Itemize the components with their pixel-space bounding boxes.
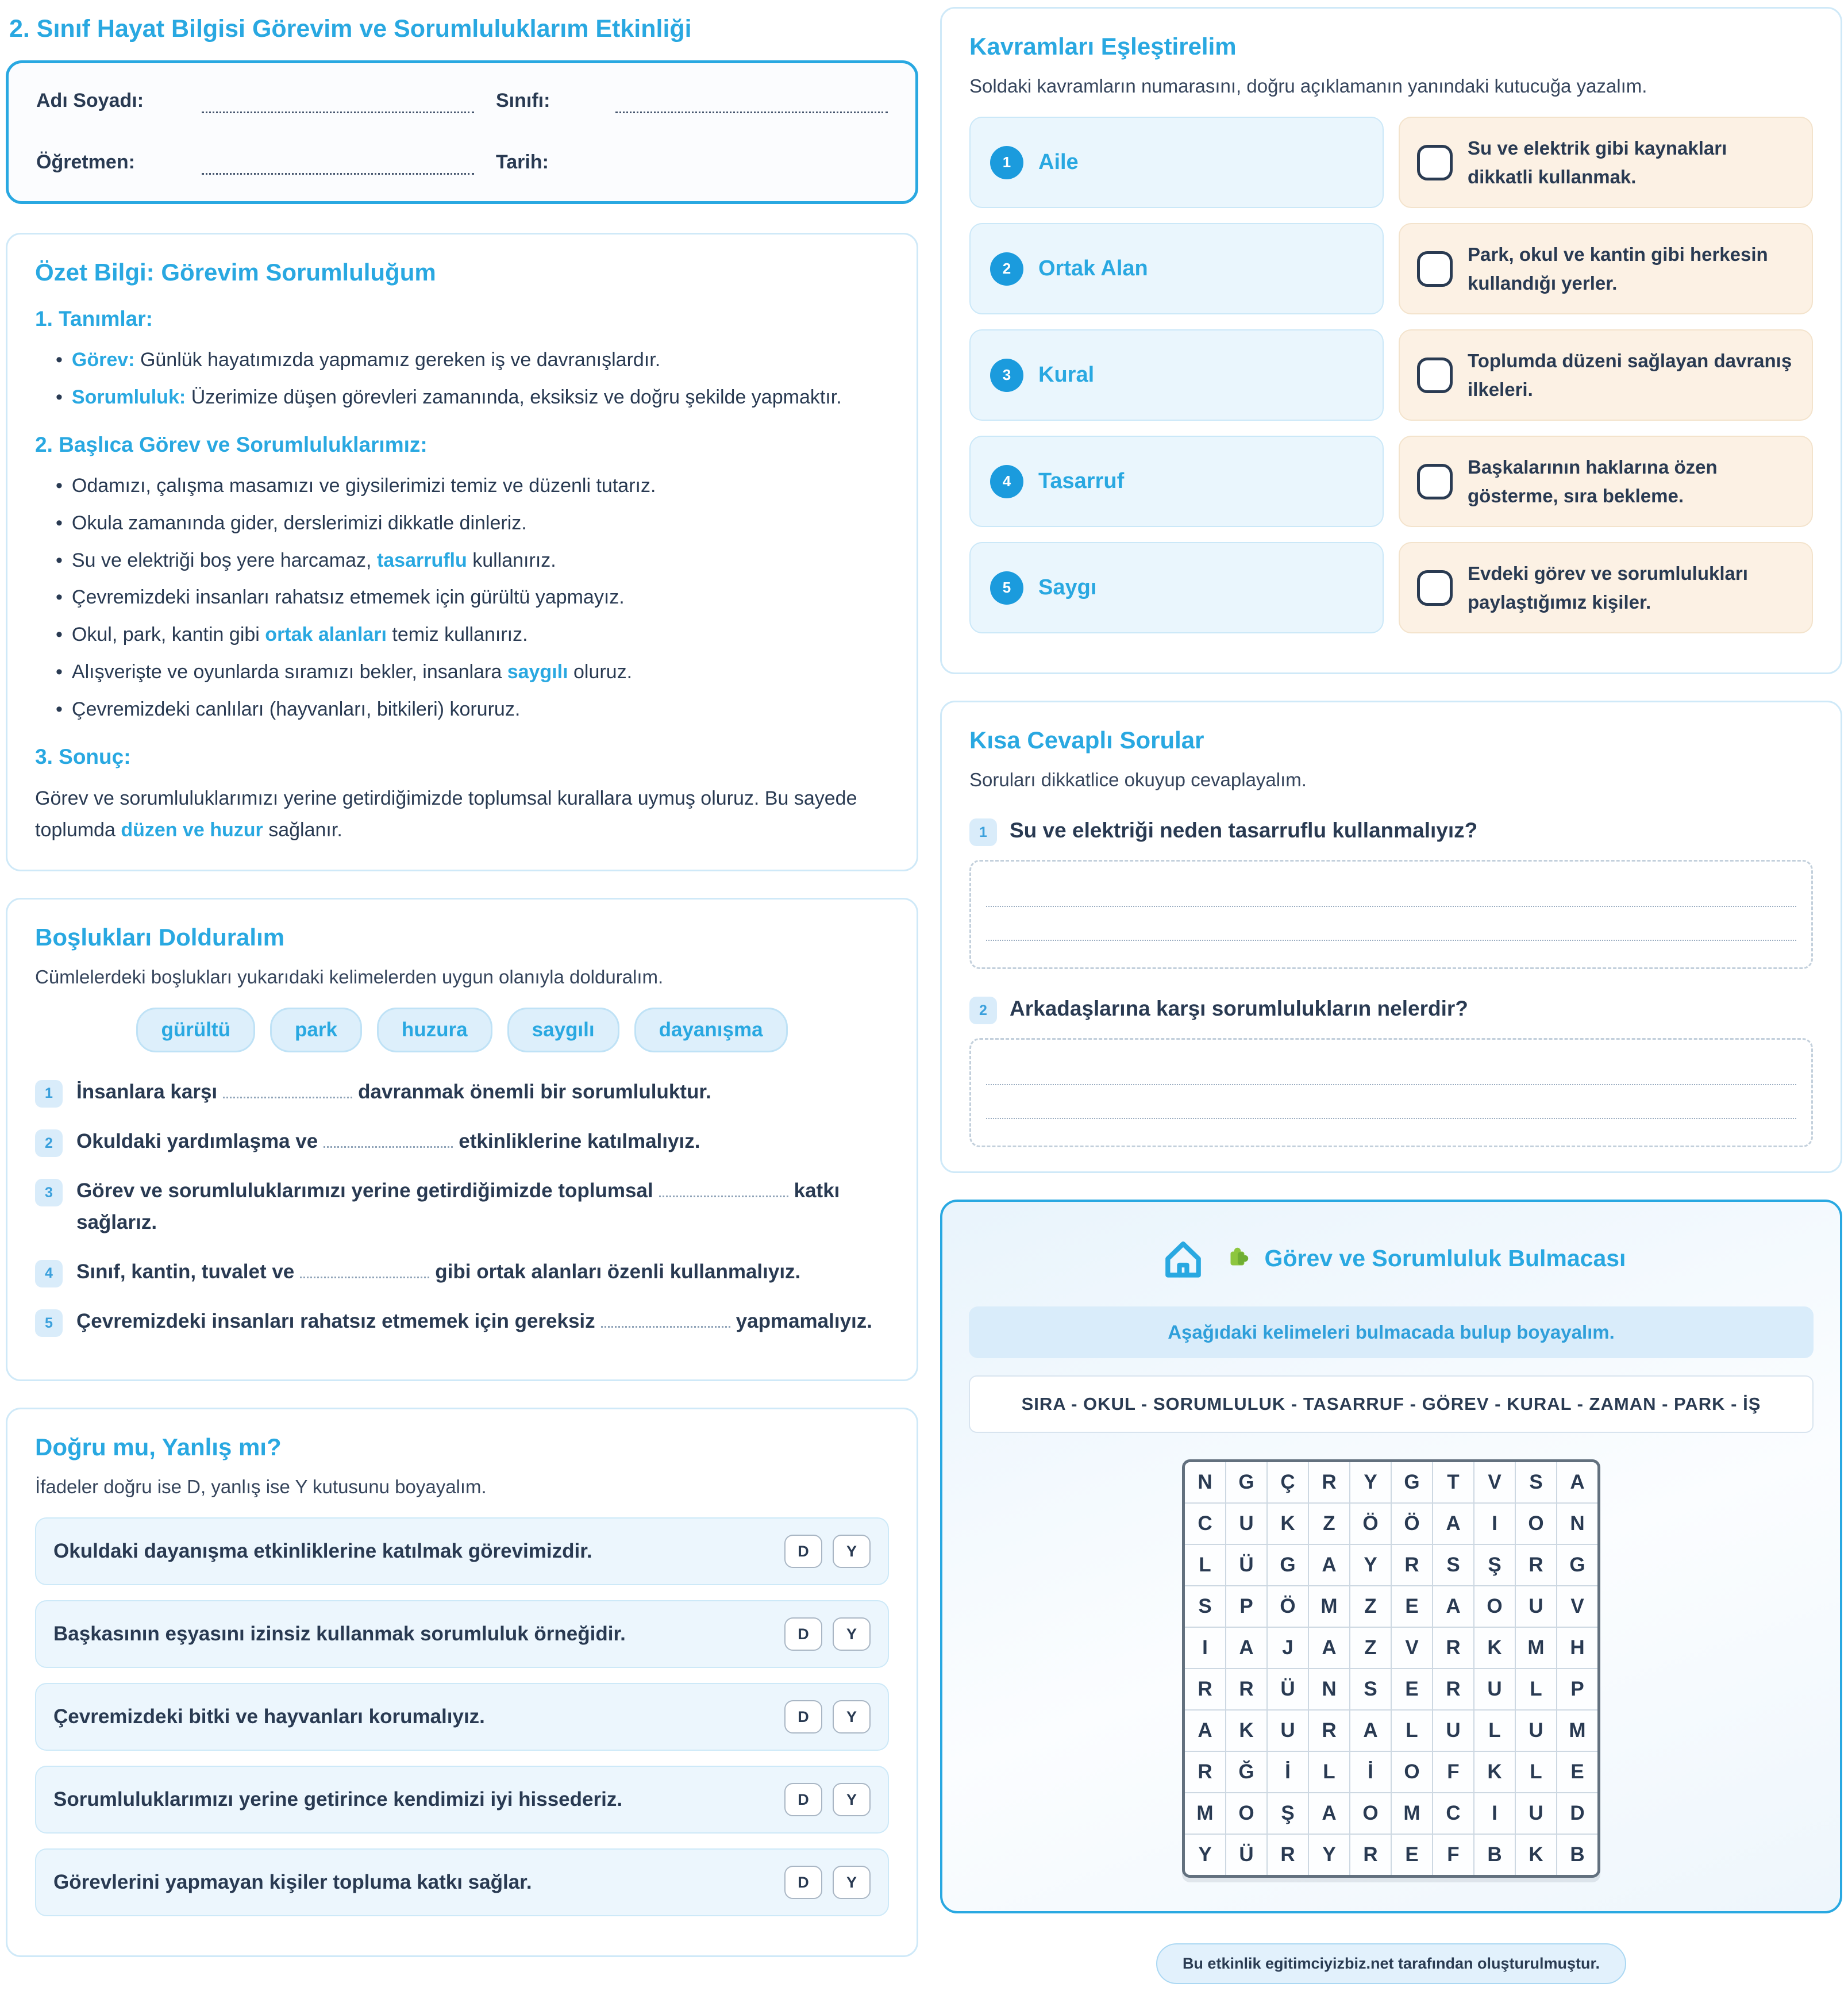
fill-item: 1 İnsanlara karşı davranmak önemli bir sorumluluktur. — [35, 1077, 889, 1108]
puzzle-cell[interactable]: E — [1557, 1752, 1597, 1792]
puzzle-cell[interactable]: K — [1226, 1711, 1266, 1751]
puzzle-cell[interactable]: K — [1474, 1752, 1515, 1792]
puzzle-grid — [1182, 1459, 1600, 1878]
duty-item: • Okula zamanında gider, derslerimizi dikkatle dinleriz. — [56, 508, 889, 539]
duty-item: • Su ve elektriği boş yere harcamaz, tasarruflu kullanırız. — [56, 545, 889, 576]
puzzle-cell[interactable]: B — [1557, 1835, 1597, 1875]
puzzle-cell[interactable]: O — [1350, 1793, 1391, 1834]
fill-blanks-title: Boşlukları Dolduralım — [35, 923, 285, 951]
puzzle-cell[interactable]: Y — [1350, 1462, 1391, 1502]
match-checkbox[interactable] — [1417, 464, 1453, 499]
puzzle-cell[interactable]: U — [1516, 1793, 1556, 1834]
puzzle-cell[interactable]: K — [1474, 1628, 1515, 1668]
puzzle-cell[interactable]: R — [1516, 1545, 1556, 1585]
name-label: Adı Soyadı: — [36, 90, 144, 112]
y-button[interactable]: Y — [833, 1866, 871, 1899]
answer-box[interactable] — [969, 860, 1813, 969]
concept-card: 1 Aile — [969, 117, 1384, 208]
match-checkbox[interactable] — [1417, 251, 1453, 287]
house-icon — [1157, 1232, 1210, 1285]
puzzle-cell[interactable]: İ — [1268, 1752, 1308, 1792]
puzzle-cell[interactable]: A — [1557, 1462, 1597, 1502]
puzzle-cell[interactable]: R — [1185, 1752, 1225, 1792]
concept-card: 4 Tasarruf — [969, 436, 1384, 527]
word-chip: huzura — [377, 1008, 492, 1052]
y-button[interactable]: Y — [833, 1700, 871, 1734]
puzzle-cell[interactable]: K — [1516, 1835, 1556, 1875]
duty-item: • Odamızı, çalışma masamızı ve giysilerimizi temiz ve düzenli tutarız. — [56, 471, 889, 501]
date-label: Tarih: — [496, 151, 549, 173]
true-false-title: Doğru mu, Yanlış mı? — [35, 1433, 282, 1461]
match-checkbox[interactable] — [1417, 145, 1453, 180]
conclusion-heading: 3. Sonuç: — [35, 745, 131, 769]
fill-item: 2 Okuldaki yardımlaşma ve etkinliklerine katılmalıyız. — [35, 1126, 889, 1157]
y-button[interactable]: Y — [833, 1617, 871, 1651]
d-button[interactable]: D — [784, 1535, 822, 1568]
puzzle-cell[interactable]: Ş — [1474, 1545, 1515, 1585]
puzzle-cell[interactable]: N — [1309, 1669, 1349, 1709]
puzzle-cell[interactable]: H — [1557, 1628, 1597, 1668]
definitions-heading: 1. Tanımlar: — [35, 307, 153, 330]
question: 1 Su ve elektriği neden tasarruflu kullanmalıyız? — [969, 815, 1813, 846]
right-column — [940, 7, 1842, 1984]
puzzle-cell[interactable]: İ — [1350, 1752, 1391, 1792]
name-input-line[interactable] — [202, 107, 474, 113]
puzzle-cell[interactable]: F — [1433, 1752, 1473, 1792]
puzzle-piece-icon — [1223, 1244, 1251, 1272]
puzzle-cell[interactable]: Y — [1185, 1835, 1225, 1875]
d-button[interactable]: D — [784, 1617, 822, 1651]
tf-row: Okuldaki dayanışma etkinliklerine katılmak görevimizdir. D Y — [35, 1517, 889, 1585]
puzzle-title: Görev ve Sorumluluk Bulmacası — [1264, 1244, 1626, 1271]
fill-blanks-panel — [6, 898, 918, 1382]
match-checkbox[interactable] — [1417, 570, 1453, 606]
puzzle-cell[interactable]: N — [1185, 1462, 1225, 1502]
blank-line[interactable] — [324, 1131, 453, 1148]
matching-title: Kavramları Eşleştirelim — [969, 33, 1237, 60]
word-chip: saygılı — [507, 1008, 619, 1052]
match-row — [969, 223, 1813, 314]
puzzle-grid-wrap — [969, 1459, 1814, 1878]
duties-list — [35, 471, 889, 724]
puzzle-cell[interactable]: Ü — [1226, 1835, 1266, 1875]
puzzle-cell[interactable]: B — [1474, 1835, 1515, 1875]
puzzle-cell[interactable]: A — [1226, 1628, 1266, 1668]
short-answer-panel — [940, 701, 1842, 1173]
puzzle-cell[interactable]: Ğ — [1226, 1752, 1266, 1792]
puzzle-cell[interactable]: E — [1392, 1586, 1432, 1627]
puzzle-cell[interactable]: Y — [1309, 1835, 1349, 1875]
puzzle-cell[interactable]: A — [1350, 1711, 1391, 1751]
puzzle-cell[interactable]: L — [1474, 1711, 1515, 1751]
match-row — [969, 542, 1813, 633]
puzzle-cell[interactable]: U — [1516, 1711, 1556, 1751]
puzzle-cell[interactable]: R — [1309, 1711, 1349, 1751]
question-number-badge: 2 — [969, 997, 997, 1024]
answer-line — [986, 940, 1796, 941]
puzzle-cell[interactable]: R — [1268, 1835, 1308, 1875]
puzzle-cell[interactable]: I — [1185, 1628, 1225, 1668]
puzzle-cell[interactable]: V — [1474, 1462, 1515, 1502]
blank-line[interactable] — [659, 1181, 788, 1198]
word-bank — [35, 1008, 889, 1052]
match-checkbox[interactable] — [1417, 358, 1453, 393]
puzzle-cell[interactable]: U — [1474, 1669, 1515, 1709]
puzzle-cell[interactable]: A — [1185, 1711, 1225, 1751]
answer-line — [986, 1084, 1796, 1085]
page-title: 2. Sınıf Hayat Bilgisi Görevim ve Sorumluluklarım Etkinliği — [9, 15, 692, 43]
matching-panel — [940, 7, 1842, 674]
tf-row: Görevlerini yapmayan kişiler topluma katkı sağlar. D Y — [35, 1848, 889, 1916]
puzzle-cell[interactable]: Z — [1350, 1586, 1391, 1627]
fill-item: 3 Görev ve sorumluluklarımızı yerine getirdiğimizde toplumsal katkı sağlarız. — [35, 1175, 889, 1238]
puzzle-cell[interactable]: Ö — [1392, 1504, 1432, 1544]
puzzle-cell[interactable]: O — [1516, 1504, 1556, 1544]
match-row — [969, 436, 1813, 527]
summary-title: Özet Bilgi: Görevim Sorumluluğum — [35, 259, 436, 286]
left-column — [6, 7, 918, 1984]
duty-item: • Çevremizdeki canlıları (hayvanları, bitkileri) koruruz. — [56, 694, 889, 725]
duty-item: • Çevremizdeki insanları rahatsız etmemek için gürültü yapmayız. — [56, 582, 889, 613]
item-number-badge: 4 — [35, 1260, 63, 1287]
answer-box[interactable] — [969, 1038, 1813, 1147]
tf-row: Sorumluluklarımızı yerine getirince kendimizi iyi hissederiz. D Y — [35, 1766, 889, 1834]
word-chip: dayanışma — [634, 1008, 788, 1052]
puzzle-cell[interactable]: P — [1557, 1669, 1597, 1709]
puzzle-cell[interactable]: U — [1226, 1504, 1266, 1544]
duty-item: • Alışverişte ve oyunlarda sıramızı bekler, insanlara saygılı oluruz. — [56, 657, 889, 687]
conclusion-text: Görev ve sorumluluklarımızı yerine getirdiğimizde toplumsal kurallara uymuş oluruz. Bu sayede toplumda düzen ve huzur sağlanır. — [35, 787, 857, 841]
puzzle-cell[interactable]: C — [1433, 1793, 1473, 1834]
answer-line — [986, 906, 1796, 907]
blank-line[interactable] — [601, 1310, 730, 1328]
puzzle-cell[interactable]: Y — [1350, 1545, 1391, 1585]
concept-card: 3 Kural — [969, 329, 1384, 421]
class-label: Sınıfı: — [496, 90, 550, 112]
puzzle-cell[interactable]: P — [1226, 1586, 1266, 1627]
student-info-form — [6, 60, 918, 204]
item-number-badge: 2 — [35, 1129, 63, 1157]
puzzle-cell[interactable]: K — [1268, 1504, 1308, 1544]
d-button[interactable]: D — [784, 1866, 822, 1899]
description-card: Su ve elektrik gibi kaynakları dikkatli kullanmak. — [1399, 117, 1813, 208]
puzzle-cell[interactable]: L — [1516, 1669, 1556, 1709]
match-row — [969, 329, 1813, 421]
class-input-line[interactable] — [615, 107, 888, 113]
fill-item: 5 Çevremizdeki insanları rahatsız etmemek için gereksiz yapmamalıyız. — [35, 1306, 889, 1337]
concept-number: 2 — [990, 252, 1023, 286]
d-button[interactable]: D — [784, 1700, 822, 1734]
puzzle-cell[interactable]: M — [1392, 1793, 1432, 1834]
puzzle-cell[interactable]: Ü — [1226, 1545, 1266, 1585]
puzzle-cell[interactable]: J — [1268, 1628, 1308, 1668]
puzzle-cell[interactable]: S — [1350, 1669, 1391, 1709]
puzzle-cell[interactable]: U — [1516, 1586, 1556, 1627]
puzzle-cell[interactable]: S — [1185, 1586, 1225, 1627]
concept-card: 5 Saygı — [969, 542, 1384, 633]
true-false-subtitle: İfadeler doğru ise D, yanlış ise Y kutusunu boyayalım. — [35, 1476, 487, 1498]
puzzle-cell[interactable]: S — [1516, 1462, 1556, 1502]
short-answer-title: Kısa Cevaplı Sorular — [969, 727, 1204, 754]
word-chip: park — [270, 1008, 362, 1052]
d-button[interactable]: D — [784, 1783, 822, 1816]
puzzle-cell[interactable]: G — [1268, 1545, 1308, 1585]
matching-subtitle: Soldaki kavramların numarasını, doğru açıklamanın yanındaki kutucuğa yazalım. — [969, 75, 1647, 97]
puzzle-cell[interactable]: E — [1392, 1669, 1432, 1709]
tf-row: Çevremizdeki bitki ve hayvanları korumalıyız. D Y — [35, 1683, 889, 1751]
concept-card: 2 Ortak Alan — [969, 223, 1384, 314]
definition-item: • Görev: Günlük hayatımızda yapmamız gereken iş ve davranışlardır. — [56, 345, 889, 375]
puzzle-cell[interactable]: R — [1433, 1669, 1473, 1709]
word-chip: gürültü — [136, 1008, 255, 1052]
definition-item: • Sorumluluk: Üzerimize düşen görevleri zamanında, eksiksiz ve doğru şekilde yapmaktır. — [56, 382, 889, 413]
item-number-badge: 1 — [35, 1080, 63, 1108]
puzzle-cell[interactable]: A — [1433, 1504, 1473, 1544]
date-input-line[interactable] — [615, 169, 888, 175]
puzzle-cell[interactable]: O — [1474, 1586, 1515, 1627]
answer-line — [986, 1118, 1796, 1119]
puzzle-cell[interactable]: Z — [1309, 1504, 1349, 1544]
short-answer-subtitle: Soruları dikkatlice okuyup cevaplayalım. — [969, 769, 1307, 790]
puzzle-word-list: SIRA - OKUL - SORUMLULUK - TASARRUF - GÖREV - KURAL - ZAMAN - PARK - İŞ — [969, 1375, 1814, 1433]
question: 2 Arkadaşlarına karşı sorumlulukların nelerdir? — [969, 993, 1813, 1024]
blank-line[interactable] — [223, 1081, 352, 1098]
puzzle-cell[interactable]: V — [1392, 1628, 1432, 1668]
puzzle-cell[interactable]: U — [1433, 1711, 1473, 1751]
puzzle-cell[interactable]: A — [1309, 1793, 1349, 1834]
y-button[interactable]: Y — [833, 1535, 871, 1568]
summary-panel — [6, 233, 918, 871]
teacher-input-line[interactable] — [202, 169, 474, 175]
puzzle-cell[interactable]: V — [1557, 1586, 1597, 1627]
puzzle-cell[interactable]: Ö — [1268, 1586, 1308, 1627]
concept-number: 4 — [990, 465, 1023, 498]
puzzle-cell[interactable]: M — [1309, 1586, 1349, 1627]
puzzle-cell[interactable]: R — [1226, 1669, 1266, 1709]
duties-heading: 2. Başlıca Görev ve Sorumluluklarımız: — [35, 433, 428, 457]
puzzle-cell[interactable]: O — [1392, 1752, 1432, 1792]
puzzle-header — [969, 1232, 1814, 1285]
puzzle-cell[interactable]: I — [1474, 1793, 1515, 1834]
concept-number: 3 — [990, 359, 1023, 392]
concept-number: 1 — [990, 146, 1023, 179]
word-search-panel — [940, 1200, 1842, 1913]
puzzle-cell[interactable]: A — [1433, 1586, 1473, 1627]
description-card: Park, okul ve kantin gibi herkesin kullandığı yerler. — [1399, 223, 1813, 314]
item-number-badge: 5 — [35, 1309, 63, 1337]
match-row — [969, 117, 1813, 208]
puzzle-cell[interactable]: A — [1309, 1545, 1349, 1585]
footer-credit: Bu etkinlik egitimciyizbiz.net tarafından oluşturulmuştur. — [1156, 1943, 1626, 1984]
puzzle-cell[interactable]: Ö — [1350, 1504, 1391, 1544]
puzzle-cell[interactable]: Z — [1350, 1628, 1391, 1668]
tf-row: Başkasının eşyasını izinsiz kullanmak sorumluluk örneğidir. D Y — [35, 1600, 889, 1668]
puzzle-cell[interactable]: Ü — [1268, 1669, 1308, 1709]
puzzle-cell[interactable]: R — [1350, 1835, 1391, 1875]
fill-item: 4 Sınıf, kantin, tuvalet ve gibi ortak alanları özenli kullanmalıyız. — [35, 1256, 889, 1287]
puzzle-cell[interactable]: R — [1392, 1545, 1432, 1585]
puzzle-cell[interactable]: Ş — [1268, 1793, 1308, 1834]
blank-line[interactable] — [300, 1261, 429, 1278]
puzzle-cell[interactable]: Ç — [1268, 1462, 1308, 1502]
puzzle-cell[interactable]: A — [1309, 1628, 1349, 1668]
puzzle-cell[interactable]: G — [1392, 1462, 1432, 1502]
puzzle-cell[interactable]: L — [1185, 1545, 1225, 1585]
puzzle-instruction: Aşağıdaki kelimeleri bulmacada bulup boyayalım. — [969, 1306, 1814, 1358]
puzzle-cell[interactable]: L — [1516, 1752, 1556, 1792]
puzzle-cell[interactable]: R — [1185, 1669, 1225, 1709]
puzzle-cell[interactable]: C — [1185, 1504, 1225, 1544]
puzzle-cell[interactable]: S — [1433, 1545, 1473, 1585]
puzzle-cell[interactable]: G — [1226, 1462, 1266, 1502]
puzzle-cell[interactable]: D — [1557, 1793, 1597, 1834]
puzzle-cell[interactable]: R — [1309, 1462, 1349, 1502]
teacher-label: Öğretmen: — [36, 151, 135, 173]
puzzle-cell[interactable]: E — [1392, 1835, 1432, 1875]
puzzle-cell[interactable]: O — [1226, 1793, 1266, 1834]
puzzle-cell[interactable]: G — [1557, 1545, 1597, 1585]
description-card: Toplumda düzeni sağlayan davranış ilkeleri. — [1399, 329, 1813, 421]
puzzle-cell[interactable]: M — [1557, 1711, 1597, 1751]
concept-number: 5 — [990, 571, 1023, 605]
duty-item: • Okul, park, kantin gibi ortak alanları temiz kullanırız. — [56, 620, 889, 650]
puzzle-cell[interactable]: F — [1433, 1835, 1473, 1875]
puzzle-cell[interactable]: L — [1309, 1752, 1349, 1792]
true-false-panel — [6, 1408, 918, 1957]
fill-blanks-subtitle: Cümlelerdeki boşlukları yukarıdaki kelimelerden uygun olanıyla dolduralım. — [35, 966, 664, 987]
description-card: Başkalarının haklarına özen gösterme, sıra bekleme. — [1399, 436, 1813, 527]
y-button[interactable]: Y — [833, 1783, 871, 1816]
puzzle-cell[interactable]: R — [1433, 1628, 1473, 1668]
definitions-list — [35, 345, 889, 412]
item-number-badge: 3 — [35, 1179, 63, 1206]
question-number-badge: 1 — [969, 818, 997, 846]
puzzle-cell[interactable]: T — [1433, 1462, 1473, 1502]
puzzle-cell[interactable]: U — [1268, 1711, 1308, 1751]
puzzle-cell[interactable]: L — [1392, 1711, 1432, 1751]
description-card: Evdeki görev ve sorumlulukları paylaştığımız kişiler. — [1399, 542, 1813, 633]
puzzle-cell[interactable]: M — [1185, 1793, 1225, 1834]
puzzle-cell[interactable]: M — [1516, 1628, 1556, 1668]
puzzle-cell[interactable]: I — [1474, 1504, 1515, 1544]
puzzle-cell[interactable]: N — [1557, 1504, 1597, 1544]
